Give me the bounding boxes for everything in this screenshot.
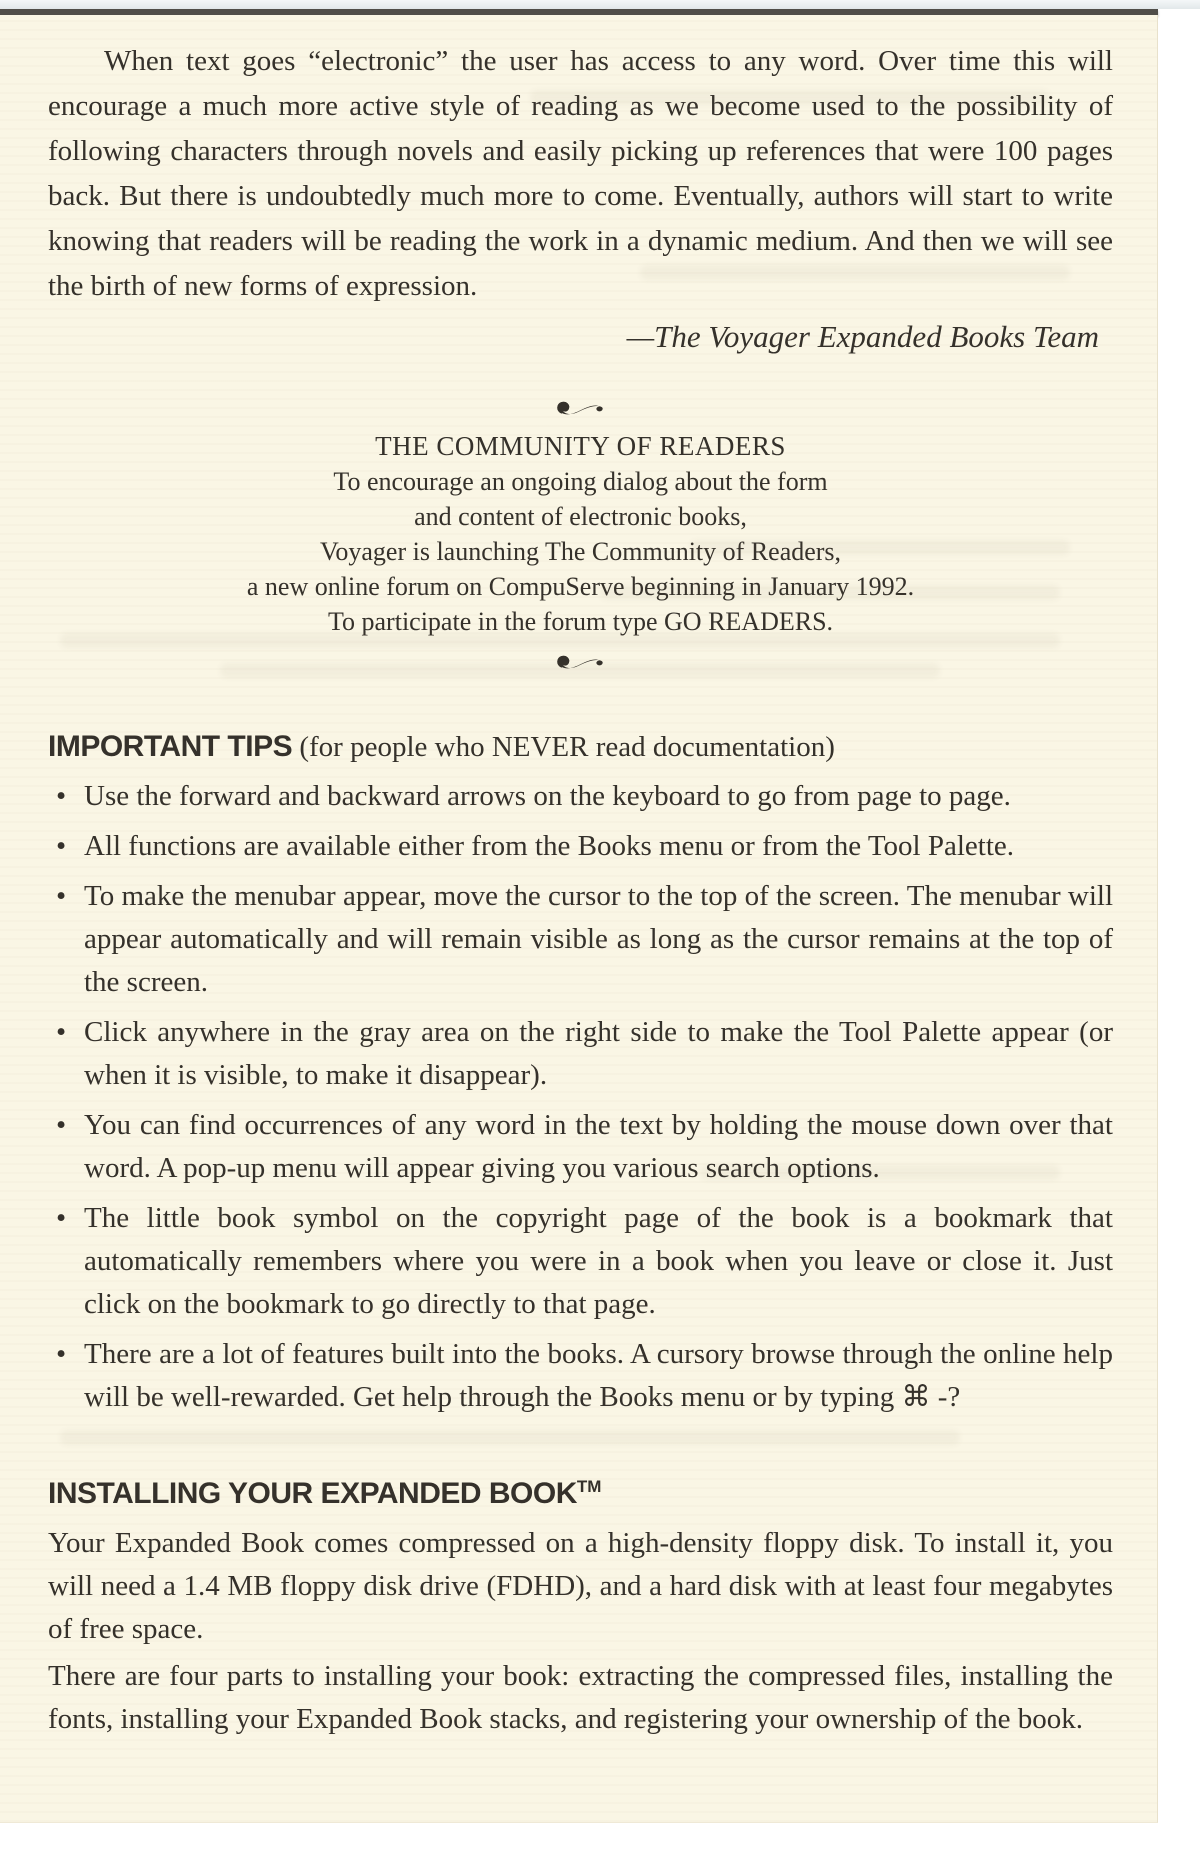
community-line: a new online forum on CompuServe beginning in January 1992. (246, 572, 915, 601)
community-of-readers-section (48, 428, 1113, 639)
attribution-line: —The Voyager Expanded Books Team (626, 319, 1099, 354)
section-divider-ornament-icon (48, 647, 1113, 680)
community-line: To participate in the forum type GO READERS. (327, 607, 834, 636)
section-divider-ornament-icon (48, 393, 1113, 426)
scanner-edge-strip (0, 0, 1200, 9)
tip-item: • Use the forward and backward arrows on the keyboard to go from page to page. (48, 775, 1113, 818)
tip-item: • To make the menubar appear, move the cursor to the top of the screen. The menubar will appear automatically and will remain visible as long as the cursor remains at the top of the screen. (48, 875, 1113, 1004)
important-tips-subtitle: (for people who NEVER read documentation) (292, 731, 835, 763)
installing-heading (48, 1467, 1113, 1514)
install-paragraph: Your Expanded Book comes compressed on a high-density floppy disk. To install it, you will need a 1.4 MB floppy disk drive (FDHD), and a hard disk with at least four megabytes of free space. (48, 1527, 1113, 1645)
trademark-symbol: TM (576, 1477, 602, 1496)
document-page (0, 15, 1158, 1823)
tip-item: • Click anywhere in the gray area on the right side to make the Tool Palette appear (or when it is visible, to make it disappear). (48, 1011, 1113, 1097)
installing-heading-label: INSTALLING YOUR EXPANDED BOOK (48, 1477, 577, 1510)
important-tips-label: IMPORTANT TIPS (48, 730, 293, 763)
intro-paragraph: When text goes “electronic” the user has access to any word. Over time this will encourage a much more active style of reading as we become used to the possibility of following characters through novels and easily picking up references that were 100 pages back. But there is undoubtedly much more to come. Eventually, authors will start to write knowing that readers will be reading the work in a dynamic medium. And then we will see the birth of new forms of expression. (48, 45, 1113, 302)
tip-item: • The little book symbol on the copyright page of the book is a bookmark that automatically remembers where you were in a book when you leave or close it. Just click on the bookmark to go directly to that page. (48, 1197, 1113, 1326)
community-line: Voyager is launching The Community of Readers, (319, 537, 842, 566)
tip-item: • There are a lot of features built into the books. A cursory browse through the online help will be well-rewarded. Get help through the Books menu or by typing ⌘ -? (48, 1333, 1113, 1419)
community-line: and content of electronic books, (414, 502, 747, 531)
community-section-title: THE COMMUNITY OF READERS (375, 431, 786, 461)
important-tips-heading (48, 727, 1113, 767)
tip-item: • All functions are available either from the Books menu or from the Tool Palette. (48, 825, 1113, 868)
community-line: To encourage an ongoing dialog about the form (333, 467, 828, 496)
tips-list (48, 775, 1113, 1419)
tip-item: • You can find occurrences of any word in the text by holding the mouse down over that word. A pop-up menu will appear giving you various search options. (48, 1104, 1113, 1190)
install-paragraph: There are four parts to installing your book: extracting the compressed files, installing the fonts, installing your Expanded Book stacks, and registering your ownership of the book. (48, 1660, 1113, 1735)
